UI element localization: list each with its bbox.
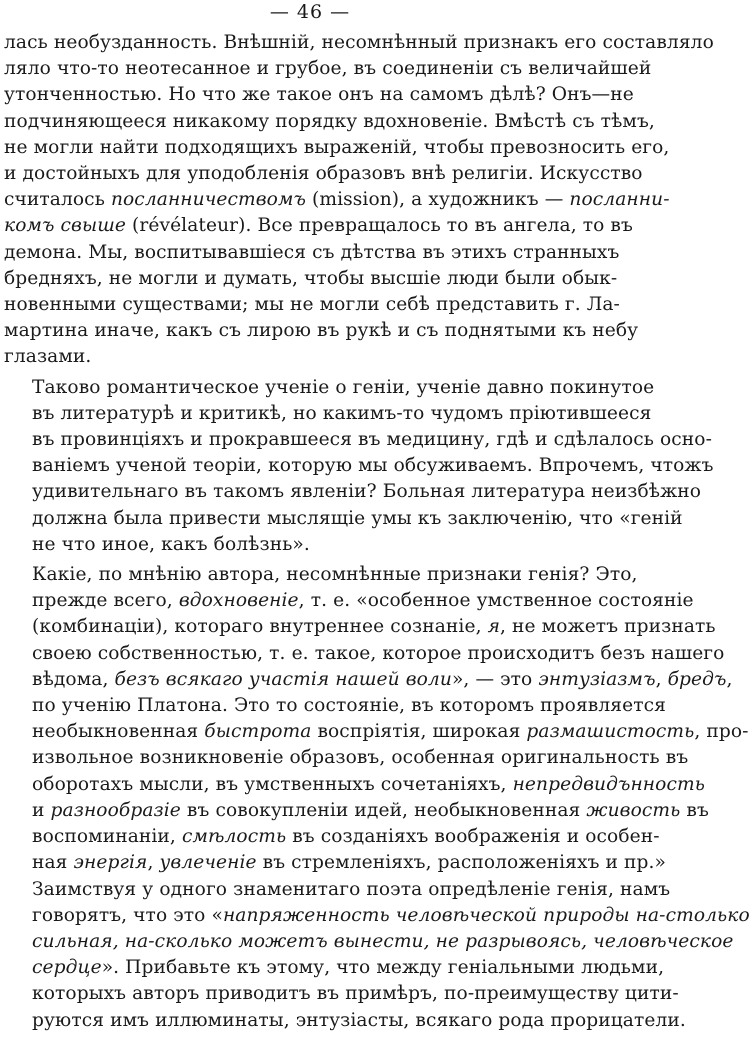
text-run: руются имъ иллюминаты, энтузіасты, всякаго рода прорицатели. [32, 1009, 686, 1031]
text-run: въ созданіяхъ воображенія и особен- [286, 826, 660, 848]
italic-phrase: напряженность человѣческой природы на-столько [222, 904, 750, 926]
text-run: и [32, 799, 51, 821]
text-line [4, 56, 652, 82]
text-line [4, 318, 639, 344]
text-line [4, 719, 749, 745]
text-run: Заимствуя у одного знаменитаго поэта опредѣленіе генія, намъ [32, 878, 671, 900]
text-run: бредняхъ, не могли и думать, чтобы высшіе люди были обык- [4, 267, 618, 289]
text-line [4, 562, 638, 588]
text-run: лась необузданность. Внѣшній, несомнѣнный признакъ его составлялo [4, 32, 714, 53]
text-line [4, 877, 671, 903]
paragraph [4, 30, 714, 371]
italic-phrase: непредвидънность [512, 773, 705, 795]
text-run: считалось [4, 189, 111, 211]
italic-phrase: посланни- [569, 189, 670, 211]
text-run: въ литературѣ и критикѣ, но какимъ-то чудомъ пріютившееся [32, 402, 652, 424]
text-run: , про- [694, 721, 749, 743]
text-line [4, 135, 670, 161]
paragraph [4, 562, 750, 1034]
text-run: въ [680, 799, 709, 821]
text-run: не могли найти подходящихъ выраженій, чтобы превозносить его, [4, 136, 670, 158]
text-run: , не можетъ признать [500, 616, 716, 638]
italic-phrase: быстрота [204, 721, 312, 743]
text-run: , [147, 852, 160, 874]
text-run: извольное возникновеніе образовъ, особенная оригинальность въ [32, 747, 689, 769]
text-run: (комбинаціи), котораго внутреннее сознаніе, [32, 616, 488, 638]
text-line [4, 292, 620, 318]
text-run: должна была привести мыслящіе умы къ заключенію, что «геній [32, 507, 683, 529]
text-run: подчиняющееся никакому порядку вдохновеніе. Вмѣстѣ съ тѣмъ, [4, 110, 655, 132]
text-run: воспоминаніи, [32, 826, 182, 848]
text-line [4, 213, 633, 239]
text-line [4, 453, 714, 479]
page-number: — 46 — [269, 1, 351, 23]
italic-phrase: сердце [32, 957, 102, 979]
text-run: въ провинціяхъ и прокравшееся въ медицину, гдѣ и сдѣлалось осно- [32, 429, 712, 451]
text-line [4, 798, 709, 824]
italic-phrase: бредъ [667, 668, 727, 690]
italic-phrase: посланничествомъ [110, 189, 306, 211]
text-run: въ стремленіяхъ, расположеніяхъ и пр.» [256, 852, 667, 874]
text-line [4, 240, 620, 266]
text-run: ». Прибавьте къ этому, что между геніальными людьми, [101, 957, 665, 979]
italic-phrase: безъ всякаго участія нашей воли [114, 668, 452, 690]
text-run: новенными существами; мы не могли себѣ представить г. Ла- [4, 294, 620, 316]
text-line [4, 903, 750, 929]
text-line [4, 266, 616, 292]
text-line [4, 693, 666, 719]
text-line [4, 109, 655, 135]
text-run: , [726, 668, 733, 690]
text-run: необыкновенная [32, 721, 205, 743]
text-line [4, 82, 634, 108]
text-run: прежде всего, [32, 590, 179, 612]
text-line [4, 614, 716, 640]
text-run: , т. е. «особенное умственное состояніе [298, 590, 694, 612]
italic-phrase: энергія [73, 852, 148, 874]
text-line [4, 772, 705, 798]
text-line [4, 30, 714, 56]
text-run: Таково романтическое ученіе о геніи, ученіе давно покинутое [32, 376, 655, 398]
italic-phrase: живость [586, 799, 681, 821]
italic-phrase: разнообразіе [50, 799, 181, 821]
text-line [4, 401, 652, 427]
italic-phrase: вдохновеніе [178, 590, 299, 612]
text-line [4, 532, 616, 558]
text-run: глазами. [4, 346, 92, 368]
text-run: (mission), а художникъ — [305, 189, 570, 211]
text-run: ная [32, 852, 74, 874]
paragraph [4, 375, 714, 558]
text-run: Какіе, по мнѣнію автора, несомнѣнные признаки генія? Это, [32, 564, 638, 586]
text-line [4, 641, 725, 667]
text-line [4, 161, 643, 187]
text-line [4, 850, 667, 876]
italic-phrase: сильная, на-сколько можетъ вынести, не разрывоясь, человѣческое [32, 930, 734, 952]
text-run: , [655, 668, 668, 690]
text-run: ляло что-то неотесанное и грубое, въ соединеніи съ величайшей [4, 58, 652, 80]
text-run: своею собственностью, т. е. такое, которое происходитъ безъ нашего [32, 642, 725, 664]
text-run: вѣдома, [32, 668, 115, 690]
italic-phrase: смѣлость [181, 826, 287, 848]
text-line [4, 506, 683, 532]
italic-phrase: увлеченіе [159, 852, 257, 874]
text-run: въ совокупленіи идей, необыкновенная [180, 799, 587, 821]
text-run: воспріятія, широкая [311, 721, 527, 743]
text-run: ваніемъ ученой теоріи, которую мы обсуживаемъ. Впрочемъ, чтожъ [32, 455, 714, 477]
italic-phrase: энтузіазмъ [538, 668, 656, 690]
text-run: демона. Мы, воспитывавшіеся съ дѣтства въ этихъ странныхъ [4, 241, 620, 263]
text-line [4, 667, 733, 693]
text-line [4, 824, 660, 850]
text-line [4, 375, 655, 401]
text-run: (révélateur). Все превращалось то въ ангела, то въ [126, 215, 633, 237]
text-line [4, 344, 616, 370]
text-run: утонченностью. Но что же такое онъ на самомъ дѣлѣ? Онъ—не [4, 84, 634, 106]
text-line [4, 427, 712, 453]
text-run: », — это [451, 668, 539, 690]
text-run: по ученію Платона. Это то состояніе, въ которомъ проявляется [32, 695, 666, 717]
text-line [4, 479, 702, 505]
text-line [4, 588, 694, 614]
text-line [4, 745, 689, 771]
text-run: не что иное, какъ болѣзнь». [32, 533, 310, 555]
text-line [4, 955, 665, 981]
text-run: мартина иначе, какъ съ лирою въ рукѣ и съ поднятыми къ небу [4, 320, 639, 342]
text-line [4, 981, 679, 1007]
italic-phrase: я [487, 616, 501, 638]
text-line [4, 929, 734, 955]
text-run: которыхъ авторъ приводитъ въ примѣръ, по-преимуществу цити- [32, 983, 679, 1005]
text-run: говорятъ, что это « [32, 904, 223, 926]
text-run: оборотахъ мысли, въ умственныхъ сочетаніяхъ, [32, 773, 513, 795]
text-run: и достойныхъ для уподобленія образовъ внѣ религіи. Искусство [4, 163, 643, 185]
text-run: удивительнаго въ такомъ явленіи? Больная литература неизбѣжно [32, 481, 702, 503]
page-body-text [4, 30, 750, 1034]
italic-phrase: комъ свыше [4, 215, 127, 237]
italic-phrase: размашистость [526, 721, 695, 743]
text-line [4, 1008, 686, 1034]
text-line [4, 187, 670, 213]
